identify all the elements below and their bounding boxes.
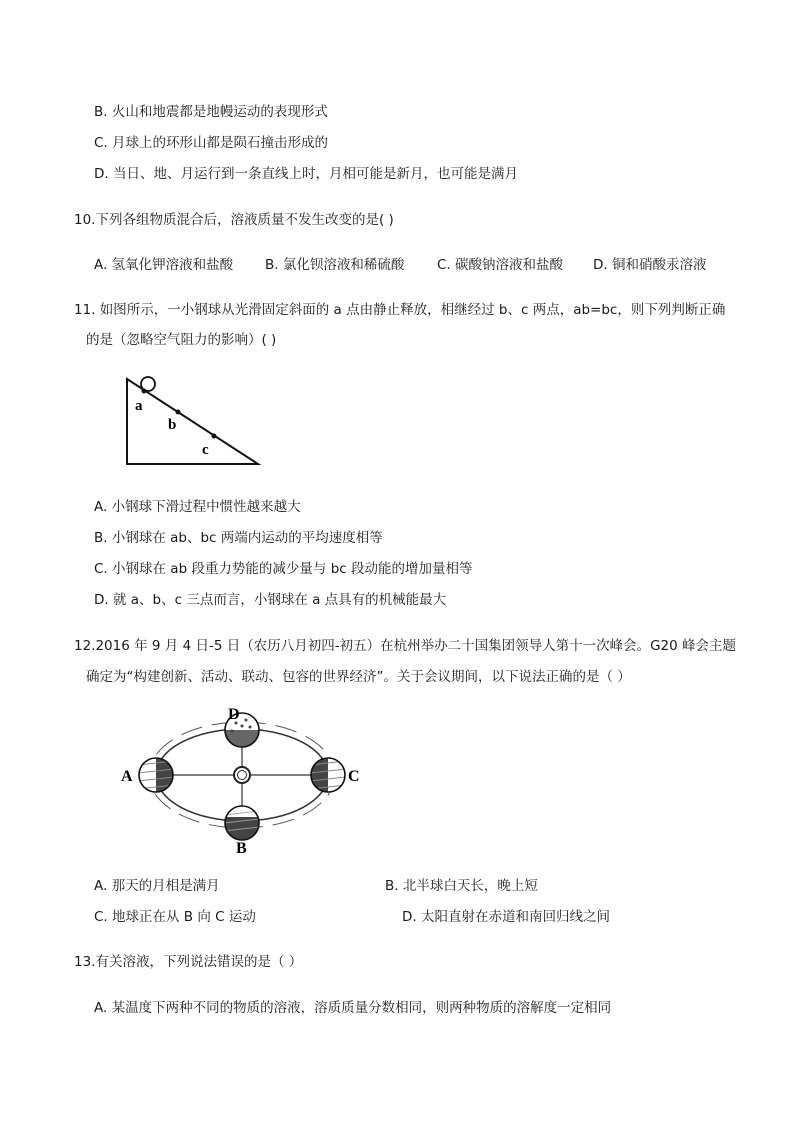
label-earth-b: B <box>236 840 247 857</box>
q9-option-c: C. 月球上的环形山都是陨石撞击形成的 <box>94 135 329 151</box>
point-b-dot <box>176 410 181 415</box>
q9-option-d: D. 当日、地、月运行到一条直线上时，月相可能是新月，也可能是满月 <box>94 166 518 182</box>
q12-option-d: D. 太阳直射在赤道和南回归线之间 <box>402 909 610 925</box>
q11-stem-line2: 的是（忽略空气阻力的影响）( ) <box>86 332 277 348</box>
earth-orbit-figure <box>118 705 368 855</box>
q12-stem-line2: 确定为“构建创新、活动、联动、包容的世界经济”。关于会议期间，以下说法正确的是（ ） <box>86 669 631 685</box>
q10-option-c: C. 碳酸钠溶液和盐酸 <box>437 257 564 273</box>
q10-option-d: D. 铜和硝酸汞溶液 <box>593 257 707 273</box>
point-a-dot <box>142 389 147 394</box>
label-earth-d: D <box>228 706 240 723</box>
earth-a-icon <box>138 755 176 795</box>
label-b: b <box>168 417 177 433</box>
q10-option-b: B. 氯化钡溶液和稀硫酸 <box>265 257 405 273</box>
q12-stem-line1: 12.2016 年 9 月 4 日-5 日（农历八月初四-初五）在杭州举办二十国集团领导人第十一次峰会。G20 峰会主题 <box>74 638 737 654</box>
q11-option-d: D. 就 a、b、c 三点而言，小钢球在 a 点具有的机械能最大 <box>94 592 447 608</box>
q12-option-a: A. 那天的月相是满月 <box>94 878 220 894</box>
q9-option-b: B. 火山和地震都是地幔运动的表现形式 <box>94 104 328 120</box>
earth-b-icon <box>222 803 262 840</box>
label-earth-a: A <box>121 768 133 785</box>
q11-option-b: B. 小钢球在 ab、bc 两端内运动的平均速度相等 <box>94 530 383 546</box>
q12-option-c: C. 地球正在从 B 向 C 运动 <box>94 909 256 925</box>
q13-stem: 13.有关溶液，下列说法错误的是（ ） <box>74 954 303 970</box>
q11-stem-line1: 11. 如图所示，一小钢球从光滑固定斜面的 a 点由静止释放，相继经过 b、c 两点，ab=bc，则下列判断正确 <box>74 302 726 318</box>
q10-stem: 10.下列各组物质混合后，溶液质量不发生改变的是( ) <box>74 212 394 228</box>
q11-option-c: C. 小钢球在 ab 段重力势能的减少量与 bc 段动能的增加量相等 <box>94 561 473 577</box>
q11-option-a: A. 小钢球下滑过程中惯性越来越大 <box>94 499 301 515</box>
q10-option-a: A. 氢氧化钾溶液和盐酸 <box>94 257 234 273</box>
label-c: c <box>202 442 209 458</box>
earth-c-icon <box>308 755 346 795</box>
label-earth-c: C <box>348 768 360 785</box>
incline-figure <box>110 370 270 475</box>
point-c-dot <box>212 434 217 439</box>
q13-option-a: A. 某温度下两种不同的物质的溶液，溶质质量分数相同，则两种物质的溶解度一定相同 <box>94 1000 612 1016</box>
q12-option-b: B. 北半球白天长，晚上短 <box>385 878 538 894</box>
label-a: a <box>135 398 143 414</box>
